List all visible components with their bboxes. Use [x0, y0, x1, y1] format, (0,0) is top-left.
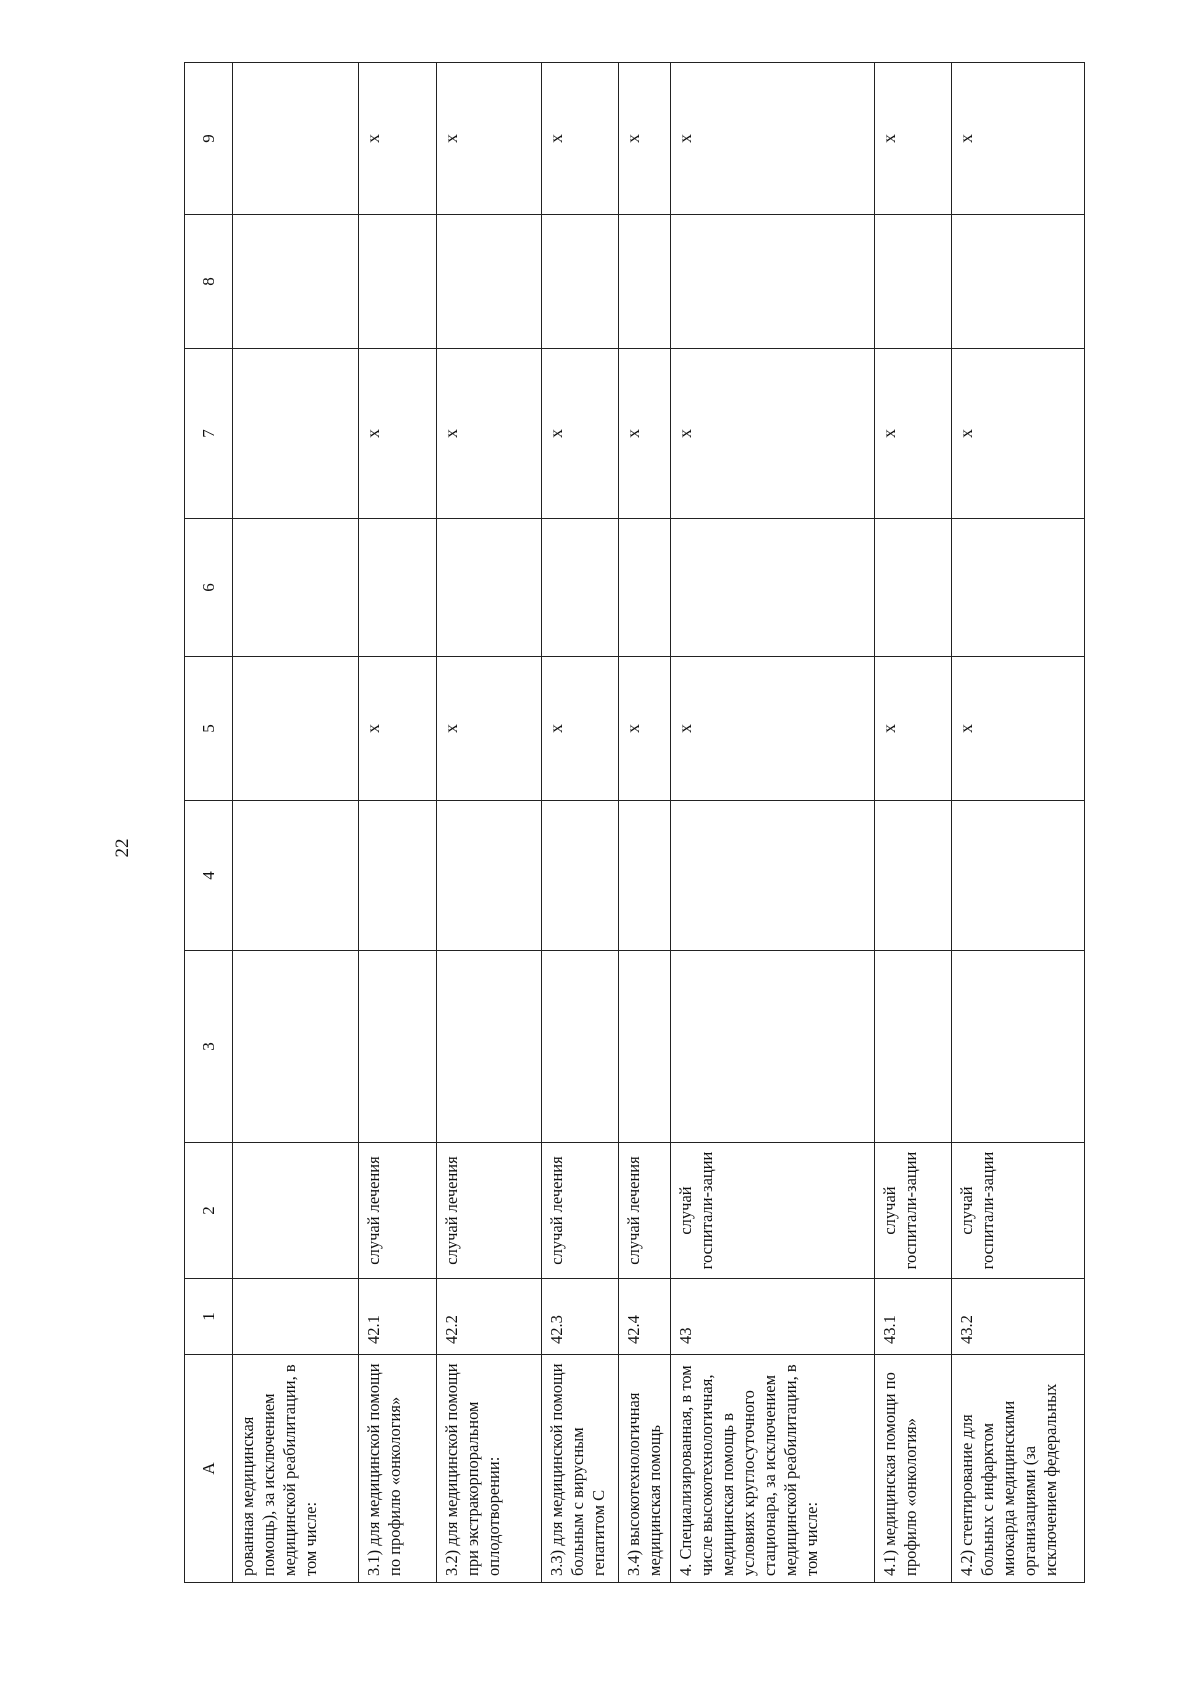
cell-col5: х: [671, 657, 875, 801]
header-cell: 3: [185, 951, 233, 1143]
header-cell: 4: [185, 801, 233, 951]
table-row: [875, 63, 952, 1583]
unit-cell: случай лечения: [437, 1143, 542, 1279]
row-label: 3.3) для медицинской помощи больным с вирусным гепатитом С: [542, 1355, 619, 1583]
header-cell: 1: [185, 1279, 233, 1355]
unit-cell: случай госпитали-зации: [952, 1143, 1085, 1279]
header-cell: 7: [185, 349, 233, 519]
row-number: 42.3: [542, 1279, 619, 1355]
row-number: 43.2: [952, 1279, 1085, 1355]
cell-col7: х: [619, 349, 671, 519]
cell-col7: х: [437, 349, 542, 519]
cell-col5: х: [437, 657, 542, 801]
cell-col7: х: [359, 349, 437, 519]
cell-col7: х: [952, 349, 1085, 519]
row-number: 43: [671, 1279, 875, 1355]
table-row: [952, 63, 1085, 1583]
cell-col5: х: [875, 657, 952, 801]
cell-col9: х: [542, 63, 619, 215]
cell-col5: х: [619, 657, 671, 801]
header-cell: А: [185, 1355, 233, 1583]
row-label: 4.1) медицинская помощи по профилю «онкология»: [875, 1355, 952, 1583]
cell-col7: х: [875, 349, 952, 519]
unit-cell: случай лечения: [619, 1143, 671, 1279]
unit-cell: [233, 1143, 359, 1279]
row-label: 4. Специализированная, в том числе высокотехнологичная, медицинская помощь в условиях круглосуточного стационара, за исключением медицинской реабилитации, в том числе:: [671, 1355, 875, 1583]
row-number: 43.1: [875, 1279, 952, 1355]
table-row: [542, 63, 619, 1583]
table-row: [359, 63, 437, 1583]
data-table: [184, 62, 1085, 1583]
cell-col9: х: [671, 63, 875, 215]
unit-cell: случай лечения: [359, 1143, 437, 1279]
cell-col5: х: [542, 657, 619, 801]
unit-cell: случай госпитали-зации: [671, 1143, 875, 1279]
cell-col5: х: [952, 657, 1085, 801]
unit-cell: случай госпитали-зации: [875, 1143, 952, 1279]
cell-col9: х: [875, 63, 952, 215]
table-row: [619, 63, 671, 1583]
page-number: 22: [112, 838, 133, 858]
header-cell: 5: [185, 657, 233, 801]
row-label: 3.1) для медицинской помощи по профилю «онкология»: [359, 1355, 437, 1583]
cell-col7: х: [671, 349, 875, 519]
rotated-table-frame: [184, 63, 1084, 1583]
cell-col9: х: [952, 63, 1085, 215]
header-cell: 9: [185, 63, 233, 215]
cell-col9: х: [359, 63, 437, 215]
row-label: 3.2) для медицинской помощи при экстракорпоральном оплодотворении:: [437, 1355, 542, 1583]
cell-col9: х: [437, 63, 542, 215]
row-number: 42.2: [437, 1279, 542, 1355]
row-number: [233, 1279, 359, 1355]
table-row: [437, 63, 542, 1583]
row-label: 3.4) высокотехнологичная медицинская помощь: [619, 1355, 671, 1583]
header-cell: 6: [185, 519, 233, 657]
cell-col5: [233, 657, 359, 801]
cell-col5: х: [359, 657, 437, 801]
header-row: [185, 63, 233, 1583]
cell-col7: [233, 349, 359, 519]
unit-cell: случай лечения: [542, 1143, 619, 1279]
cell-col9: х: [619, 63, 671, 215]
header-cell: 2: [185, 1143, 233, 1279]
cell-col7: х: [542, 349, 619, 519]
row-label: рованная медицинская помощь), за исключением медицинской реабилитации, в том числе:: [233, 1355, 359, 1583]
table-row: [671, 63, 875, 1583]
table-row: [233, 63, 359, 1583]
row-label: 4.2) стентирование для больных с инфарктом миокарда медицинскими организациями (за исключением федеральных: [952, 1355, 1085, 1583]
header-cell: 8: [185, 215, 233, 349]
row-number: 42.4: [619, 1279, 671, 1355]
cell-col9: [233, 63, 359, 215]
row-number: 42.1: [359, 1279, 437, 1355]
table-container: [184, 63, 1084, 1583]
